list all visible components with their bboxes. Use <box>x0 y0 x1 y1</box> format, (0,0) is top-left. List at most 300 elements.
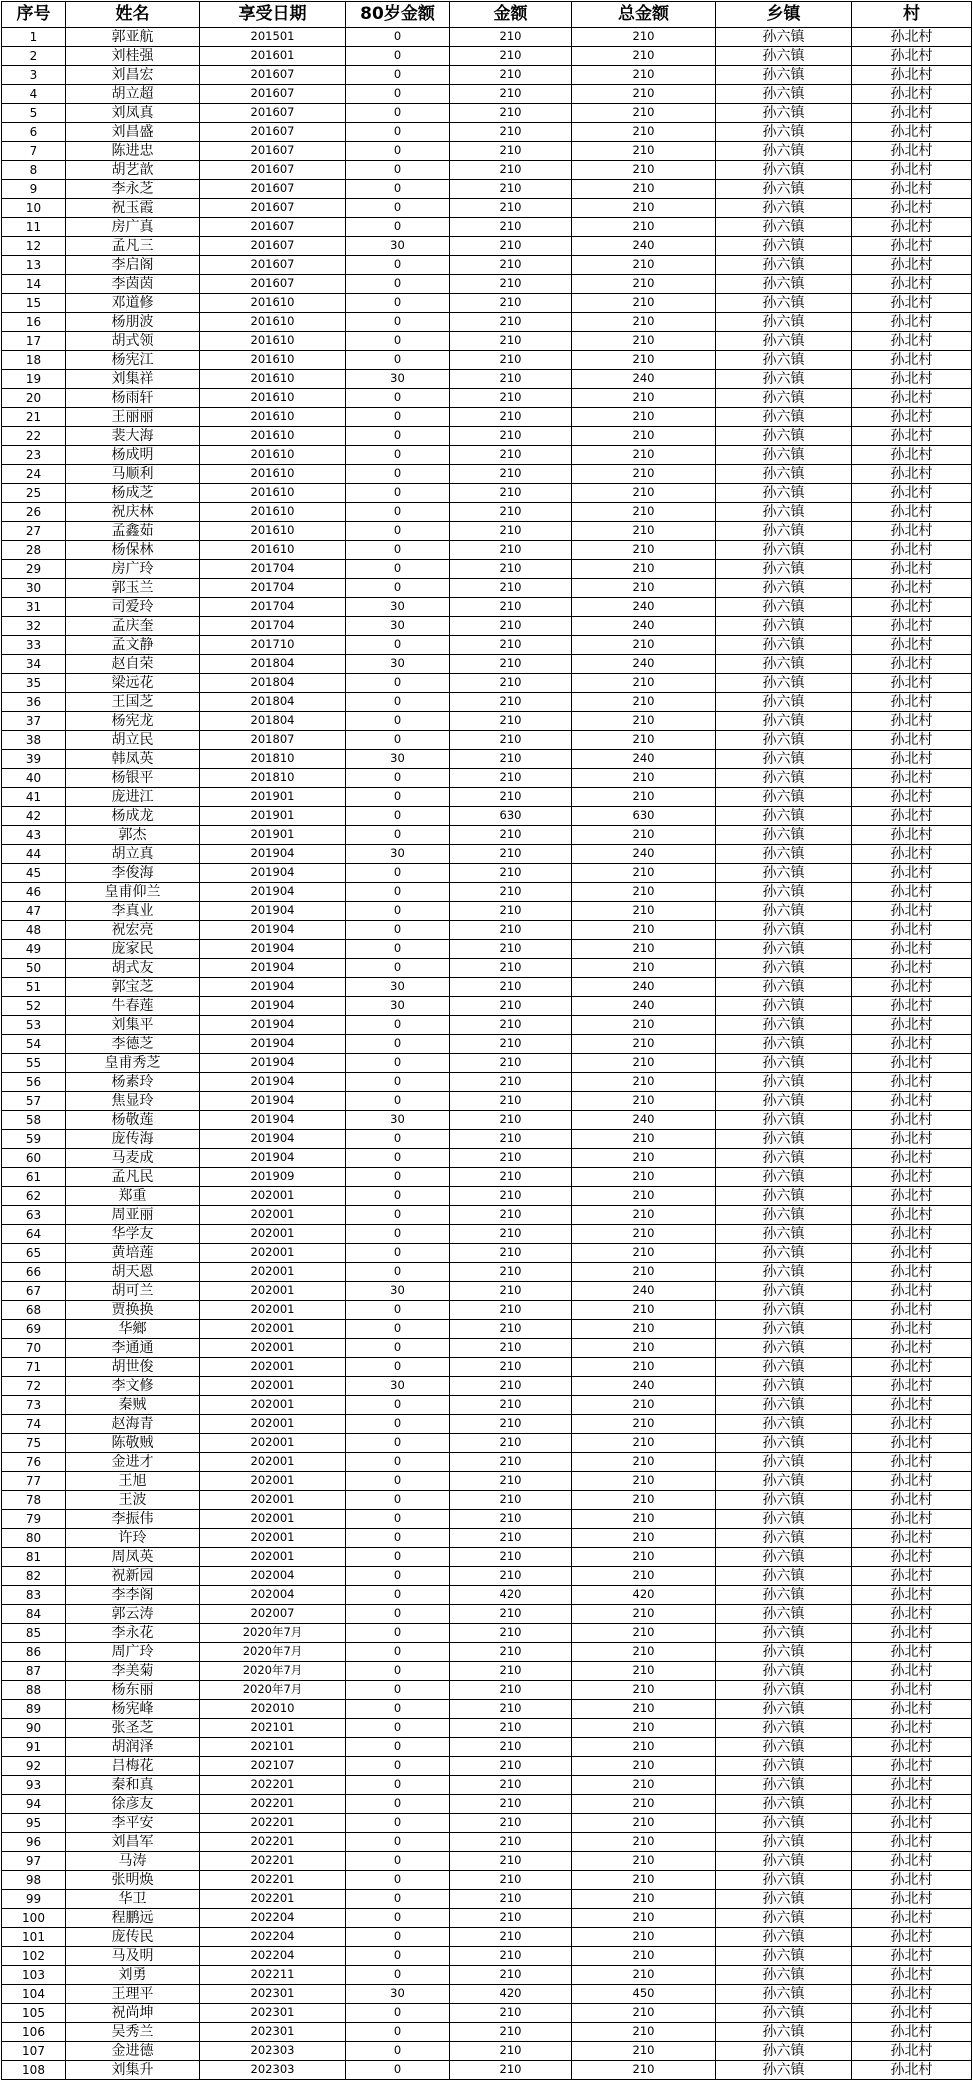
amount-cell: 210 <box>450 655 572 674</box>
row-index-cell: 37 <box>2 712 66 731</box>
age80-amount-cell: 0 <box>346 1092 450 1111</box>
village-cell: 孙北村 <box>852 1985 972 2004</box>
table-row <box>2 427 972 446</box>
row-index-cell: 30 <box>2 579 66 598</box>
row-index-cell: 106 <box>2 2023 66 2042</box>
enjoy-date-cell: 201607 <box>200 180 346 199</box>
amount-cell: 210 <box>450 579 572 598</box>
village-cell: 孙北村 <box>852 1339 972 1358</box>
person-name-cell: 刘昌军 <box>66 1833 200 1852</box>
enjoy-date-cell: 201807 <box>200 731 346 750</box>
amount-cell: 210 <box>450 1358 572 1377</box>
total-amount-cell: 210 <box>572 826 716 845</box>
amount-cell: 210 <box>450 1168 572 1187</box>
town-cell: 孙六镇 <box>716 446 852 465</box>
amount-cell: 210 <box>450 1415 572 1434</box>
enjoy-date-cell: 2020年7月 <box>200 1681 346 1700</box>
total-amount-cell: 210 <box>572 1662 716 1681</box>
table-row <box>2 1434 972 1453</box>
town-cell: 孙六镇 <box>716 1320 852 1339</box>
village-cell: 孙北村 <box>852 199 972 218</box>
age80-amount-cell: 0 <box>346 465 450 484</box>
amount-cell: 210 <box>450 1282 572 1301</box>
village-cell: 孙北村 <box>852 1016 972 1035</box>
row-index-cell: 4 <box>2 85 66 104</box>
town-cell: 孙六镇 <box>716 1605 852 1624</box>
person-name-cell: 胡立真 <box>66 845 200 864</box>
age80-amount-cell: 0 <box>346 1738 450 1757</box>
table-row <box>2 1301 972 1320</box>
age80-amount-cell: 0 <box>346 541 450 560</box>
village-cell: 孙北村 <box>852 47 972 66</box>
row-index-cell: 69 <box>2 1320 66 1339</box>
village-cell: 孙北村 <box>852 256 972 275</box>
enjoy-date-cell: 202301 <box>200 2023 346 2042</box>
person-name-cell: 周广玲 <box>66 1643 200 1662</box>
amount-cell: 210 <box>450 1757 572 1776</box>
age80-amount-cell: 0 <box>346 1852 450 1871</box>
age80-amount-cell: 0 <box>346 902 450 921</box>
age80-amount-cell: 0 <box>346 199 450 218</box>
enjoy-date-cell: 202001 <box>200 1206 346 1225</box>
table-row <box>2 1624 972 1643</box>
person-name-cell: 华学友 <box>66 1225 200 1244</box>
town-cell: 孙六镇 <box>716 655 852 674</box>
table-row <box>2 560 972 579</box>
age80-amount-cell: 0 <box>346 560 450 579</box>
table-row <box>2 674 972 693</box>
total-amount-cell: 240 <box>572 237 716 256</box>
age80-amount-cell: 0 <box>346 256 450 275</box>
age80-amount-cell: 0 <box>346 1434 450 1453</box>
total-amount-cell: 210 <box>572 1130 716 1149</box>
row-index-cell: 7 <box>2 142 66 161</box>
row-index-cell: 43 <box>2 826 66 845</box>
amount-cell: 210 <box>450 465 572 484</box>
row-index-cell: 89 <box>2 1700 66 1719</box>
town-cell: 孙六镇 <box>716 1681 852 1700</box>
row-index-cell: 66 <box>2 1263 66 1282</box>
amount-cell: 210 <box>450 1111 572 1130</box>
enjoy-date-cell: 201610 <box>200 427 346 446</box>
amount-cell: 210 <box>450 978 572 997</box>
amount-cell: 210 <box>450 484 572 503</box>
total-amount-cell: 210 <box>572 66 716 85</box>
person-name-cell: 陈敬贼 <box>66 1434 200 1453</box>
person-name-cell: 焦显玲 <box>66 1092 200 1111</box>
village-cell: 孙北村 <box>852 731 972 750</box>
amount-cell: 210 <box>450 1814 572 1833</box>
person-name-cell: 胡艺歆 <box>66 161 200 180</box>
amount-cell: 210 <box>450 541 572 560</box>
enjoy-date-cell: 201904 <box>200 1130 346 1149</box>
table-row <box>2 199 972 218</box>
town-cell: 孙六镇 <box>716 104 852 123</box>
village-cell: 孙北村 <box>852 921 972 940</box>
row-index-cell: 80 <box>2 1529 66 1548</box>
village-cell: 孙北村 <box>852 1662 972 1681</box>
total-amount-cell: 210 <box>572 693 716 712</box>
amount-cell: 210 <box>450 180 572 199</box>
age80-amount-cell: 0 <box>346 1833 450 1852</box>
table-row <box>2 921 972 940</box>
village-cell: 孙北村 <box>852 807 972 826</box>
person-name-cell: 庞传民 <box>66 1928 200 1947</box>
town-cell: 孙六镇 <box>716 883 852 902</box>
table-row <box>2 351 972 370</box>
person-name-cell: 秦和真 <box>66 1776 200 1795</box>
person-name-cell: 杨宪江 <box>66 351 200 370</box>
village-cell: 孙北村 <box>852 446 972 465</box>
age80-amount-cell: 0 <box>346 1529 450 1548</box>
amount-cell: 210 <box>450 617 572 636</box>
row-index-cell: 36 <box>2 693 66 712</box>
row-index-cell: 58 <box>2 1111 66 1130</box>
village-cell: 孙北村 <box>852 1890 972 1909</box>
enjoy-date-cell: 201710 <box>200 636 346 655</box>
enjoy-date-cell: 202201 <box>200 1776 346 1795</box>
age80-amount-cell: 0 <box>346 1681 450 1700</box>
enjoy-date-cell: 202001 <box>200 1244 346 1263</box>
total-amount-cell: 210 <box>572 1966 716 1985</box>
town-cell: 孙六镇 <box>716 1054 852 1073</box>
town-cell: 孙六镇 <box>716 712 852 731</box>
town-cell: 孙六镇 <box>716 1035 852 1054</box>
person-name-cell: 祝庆林 <box>66 503 200 522</box>
age80-amount-cell: 0 <box>346 1624 450 1643</box>
amount-cell: 210 <box>450 731 572 750</box>
person-name-cell: 李平安 <box>66 1814 200 1833</box>
village-cell: 孙北村 <box>852 1947 972 1966</box>
row-index-cell: 34 <box>2 655 66 674</box>
total-amount-cell: 210 <box>572 1643 716 1662</box>
age80-amount-cell: 0 <box>346 1795 450 1814</box>
age80-amount-cell: 0 <box>346 1187 450 1206</box>
enjoy-date-cell: 201610 <box>200 541 346 560</box>
town-cell: 孙六镇 <box>716 1738 852 1757</box>
person-name-cell: 周凤英 <box>66 1548 200 1567</box>
total-amount-cell: 210 <box>572 1947 716 1966</box>
person-name-cell: 刘凤真 <box>66 104 200 123</box>
row-index-cell: 23 <box>2 446 66 465</box>
row-index-cell: 9 <box>2 180 66 199</box>
amount-cell: 210 <box>450 256 572 275</box>
enjoy-date-cell: 201904 <box>200 1149 346 1168</box>
table-row <box>2 1795 972 1814</box>
row-index-cell: 25 <box>2 484 66 503</box>
age80-amount-cell: 0 <box>346 66 450 85</box>
total-amount-cell: 210 <box>572 332 716 351</box>
person-name-cell: 杨素玲 <box>66 1073 200 1092</box>
town-cell: 孙六镇 <box>716 2023 852 2042</box>
table-row <box>2 1586 972 1605</box>
total-amount-cell: 210 <box>572 1871 716 1890</box>
age80-amount-cell: 30 <box>346 617 450 636</box>
person-name-cell: 杨雨轩 <box>66 389 200 408</box>
town-cell: 孙六镇 <box>716 1092 852 1111</box>
header-name: 姓名 <box>66 2 200 28</box>
table-row <box>2 997 972 1016</box>
enjoy-date-cell: 202001 <box>200 1415 346 1434</box>
enjoy-date-cell: 202301 <box>200 2004 346 2023</box>
row-index-cell: 46 <box>2 883 66 902</box>
age80-amount-cell: 0 <box>346 2061 450 2080</box>
row-index-cell: 11 <box>2 218 66 237</box>
table-row <box>2 1187 972 1206</box>
enjoy-date-cell: 201607 <box>200 199 346 218</box>
town-cell: 孙六镇 <box>716 1833 852 1852</box>
amount-cell: 210 <box>450 1909 572 1928</box>
amount-cell: 210 <box>450 1130 572 1149</box>
age80-amount-cell: 0 <box>346 769 450 788</box>
total-amount-cell: 210 <box>572 313 716 332</box>
row-index-cell: 61 <box>2 1168 66 1187</box>
age80-amount-cell: 0 <box>346 1453 450 1472</box>
row-index-cell: 3 <box>2 66 66 85</box>
person-name-cell: 梁远花 <box>66 674 200 693</box>
amount-cell: 210 <box>450 427 572 446</box>
total-amount-cell: 210 <box>572 1738 716 1757</box>
town-cell: 孙六镇 <box>716 1016 852 1035</box>
village-cell: 孙北村 <box>852 617 972 636</box>
town-cell: 孙六镇 <box>716 1187 852 1206</box>
table-row <box>2 104 972 123</box>
age80-amount-cell: 0 <box>346 1073 450 1092</box>
amount-cell: 210 <box>450 769 572 788</box>
table-row <box>2 1966 972 1985</box>
amount-cell: 210 <box>450 674 572 693</box>
town-cell: 孙六镇 <box>716 731 852 750</box>
row-index-cell: 64 <box>2 1225 66 1244</box>
table-row <box>2 1339 972 1358</box>
village-cell: 孙北村 <box>852 636 972 655</box>
header-total: 总金额 <box>572 2 716 28</box>
enjoy-date-cell: 201904 <box>200 1073 346 1092</box>
header-age80-amount: 80岁金额 <box>346 2 450 28</box>
total-amount-cell: 210 <box>572 1054 716 1073</box>
amount-cell: 210 <box>450 2042 572 2061</box>
table-row <box>2 85 972 104</box>
village-cell: 孙北村 <box>852 1415 972 1434</box>
table-row <box>2 1092 972 1111</box>
total-amount-cell: 240 <box>572 978 716 997</box>
person-name-cell: 郭云涛 <box>66 1605 200 1624</box>
person-name-cell: 胡式领 <box>66 332 200 351</box>
village-cell: 孙北村 <box>852 1909 972 1928</box>
table-row <box>2 1814 972 1833</box>
total-amount-cell: 240 <box>572 370 716 389</box>
town-cell: 孙六镇 <box>716 807 852 826</box>
person-name-cell: 马顺利 <box>66 465 200 484</box>
enjoy-date-cell: 201607 <box>200 237 346 256</box>
total-amount-cell: 210 <box>572 1339 716 1358</box>
person-name-cell: 华卫 <box>66 1890 200 1909</box>
age80-amount-cell: 0 <box>346 1719 450 1738</box>
row-index-cell: 68 <box>2 1301 66 1320</box>
amount-cell: 210 <box>450 1681 572 1700</box>
age80-amount-cell: 0 <box>346 2042 450 2061</box>
amount-cell: 210 <box>450 1567 572 1586</box>
age80-amount-cell: 0 <box>346 1016 450 1035</box>
total-amount-cell: 210 <box>572 123 716 142</box>
row-index-cell: 74 <box>2 1415 66 1434</box>
row-index-cell: 76 <box>2 1453 66 1472</box>
amount-cell: 210 <box>450 1035 572 1054</box>
amount-cell: 210 <box>450 1263 572 1282</box>
total-amount-cell: 210 <box>572 1567 716 1586</box>
enjoy-date-cell: 201904 <box>200 959 346 978</box>
enjoy-date-cell: 201610 <box>200 484 346 503</box>
table-row <box>2 864 972 883</box>
amount-cell: 210 <box>450 959 572 978</box>
person-name-cell: 杨宪峰 <box>66 1700 200 1719</box>
amount-cell: 210 <box>450 1054 572 1073</box>
person-name-cell: 杨成明 <box>66 446 200 465</box>
age80-amount-cell: 0 <box>346 408 450 427</box>
amount-cell: 210 <box>450 845 572 864</box>
total-amount-cell: 210 <box>572 579 716 598</box>
town-cell: 孙六镇 <box>716 1358 852 1377</box>
amount-cell: 210 <box>450 598 572 617</box>
person-name-cell: 马及明 <box>66 1947 200 1966</box>
table-row <box>2 1377 972 1396</box>
person-name-cell: 祝尚坤 <box>66 2004 200 2023</box>
amount-cell: 210 <box>450 1852 572 1871</box>
total-amount-cell: 210 <box>572 769 716 788</box>
village-cell: 孙北村 <box>852 1624 972 1643</box>
person-name-cell: 李振伟 <box>66 1510 200 1529</box>
town-cell: 孙六镇 <box>716 1776 852 1795</box>
row-index-cell: 12 <box>2 237 66 256</box>
table-row <box>2 655 972 674</box>
enjoy-date-cell: 201904 <box>200 845 346 864</box>
person-name-cell: 皇甫仰兰 <box>66 883 200 902</box>
amount-cell: 210 <box>450 275 572 294</box>
age80-amount-cell: 0 <box>346 712 450 731</box>
town-cell: 孙六镇 <box>716 351 852 370</box>
person-name-cell: 程鹏远 <box>66 1909 200 1928</box>
total-amount-cell: 240 <box>572 617 716 636</box>
table-row <box>2 1168 972 1187</box>
enjoy-date-cell: 201904 <box>200 1092 346 1111</box>
village-cell: 孙北村 <box>852 1776 972 1795</box>
person-name-cell: 李李阁 <box>66 1586 200 1605</box>
amount-cell: 210 <box>450 1738 572 1757</box>
enjoy-date-cell: 201804 <box>200 655 346 674</box>
amount-cell: 210 <box>450 940 572 959</box>
total-amount-cell: 210 <box>572 1890 716 1909</box>
enjoy-date-cell: 2020年7月 <box>200 1624 346 1643</box>
table-row <box>2 1529 972 1548</box>
enjoy-date-cell: 201610 <box>200 294 346 313</box>
table-row <box>2 693 972 712</box>
town-cell: 孙六镇 <box>716 1966 852 1985</box>
table-row <box>2 712 972 731</box>
town-cell: 孙六镇 <box>716 408 852 427</box>
row-index-cell: 104 <box>2 1985 66 2004</box>
village-cell: 孙北村 <box>852 1852 972 1871</box>
person-name-cell: 司爱玲 <box>66 598 200 617</box>
row-index-cell: 26 <box>2 503 66 522</box>
total-amount-cell: 210 <box>572 351 716 370</box>
total-amount-cell: 210 <box>572 389 716 408</box>
total-amount-cell: 210 <box>572 541 716 560</box>
town-cell: 孙六镇 <box>716 275 852 294</box>
table-row <box>2 826 972 845</box>
row-index-cell: 45 <box>2 864 66 883</box>
town-cell: 孙六镇 <box>716 1586 852 1605</box>
amount-cell: 210 <box>450 313 572 332</box>
age80-amount-cell: 0 <box>346 1871 450 1890</box>
total-amount-cell: 210 <box>572 959 716 978</box>
person-name-cell: 陈进忠 <box>66 142 200 161</box>
total-amount-cell: 210 <box>572 1035 716 1054</box>
table-row <box>2 123 972 142</box>
amount-cell: 210 <box>450 1624 572 1643</box>
village-cell: 孙北村 <box>852 560 972 579</box>
village-cell: 孙北村 <box>852 693 972 712</box>
village-cell: 孙北村 <box>852 1738 972 1757</box>
table-row <box>2 1073 972 1092</box>
age80-amount-cell: 30 <box>346 655 450 674</box>
village-cell: 孙北村 <box>852 332 972 351</box>
town-cell: 孙六镇 <box>716 1909 852 1928</box>
village-cell: 孙北村 <box>852 2042 972 2061</box>
amount-cell: 210 <box>450 1947 572 1966</box>
person-name-cell: 胡润泽 <box>66 1738 200 1757</box>
person-name-cell: 孟鑫茹 <box>66 522 200 541</box>
age80-amount-cell: 0 <box>346 446 450 465</box>
person-name-cell: 胡立民 <box>66 731 200 750</box>
age80-amount-cell: 0 <box>346 674 450 693</box>
total-amount-cell: 210 <box>572 1833 716 1852</box>
age80-amount-cell: 0 <box>346 1776 450 1795</box>
amount-cell: 210 <box>450 1339 572 1358</box>
row-index-cell: 17 <box>2 332 66 351</box>
row-index-cell: 39 <box>2 750 66 769</box>
town-cell: 孙六镇 <box>716 560 852 579</box>
total-amount-cell: 210 <box>572 522 716 541</box>
table-row <box>2 1035 972 1054</box>
village-cell: 孙北村 <box>852 826 972 845</box>
person-name-cell: 韩凤英 <box>66 750 200 769</box>
village-cell: 孙北村 <box>852 978 972 997</box>
person-name-cell: 马涛 <box>66 1852 200 1871</box>
row-index-cell: 35 <box>2 674 66 693</box>
age80-amount-cell: 0 <box>346 1225 450 1244</box>
village-cell: 孙北村 <box>852 1206 972 1225</box>
village-cell: 孙北村 <box>852 85 972 104</box>
total-amount-cell: 210 <box>572 446 716 465</box>
total-amount-cell: 210 <box>572 1814 716 1833</box>
enjoy-date-cell: 201804 <box>200 712 346 731</box>
table-row <box>2 731 972 750</box>
person-name-cell: 周亚丽 <box>66 1206 200 1225</box>
village-cell: 孙北村 <box>852 1263 972 1282</box>
amount-cell: 630 <box>450 807 572 826</box>
table-row <box>2 1643 972 1662</box>
enjoy-date-cell: 201904 <box>200 902 346 921</box>
table-row <box>2 408 972 427</box>
amount-cell: 210 <box>450 123 572 142</box>
age80-amount-cell: 0 <box>346 731 450 750</box>
row-index-cell: 22 <box>2 427 66 446</box>
age80-amount-cell: 0 <box>346 1244 450 1263</box>
row-index-cell: 27 <box>2 522 66 541</box>
amount-cell: 210 <box>450 142 572 161</box>
table-row <box>2 807 972 826</box>
person-name-cell: 刘集祥 <box>66 370 200 389</box>
